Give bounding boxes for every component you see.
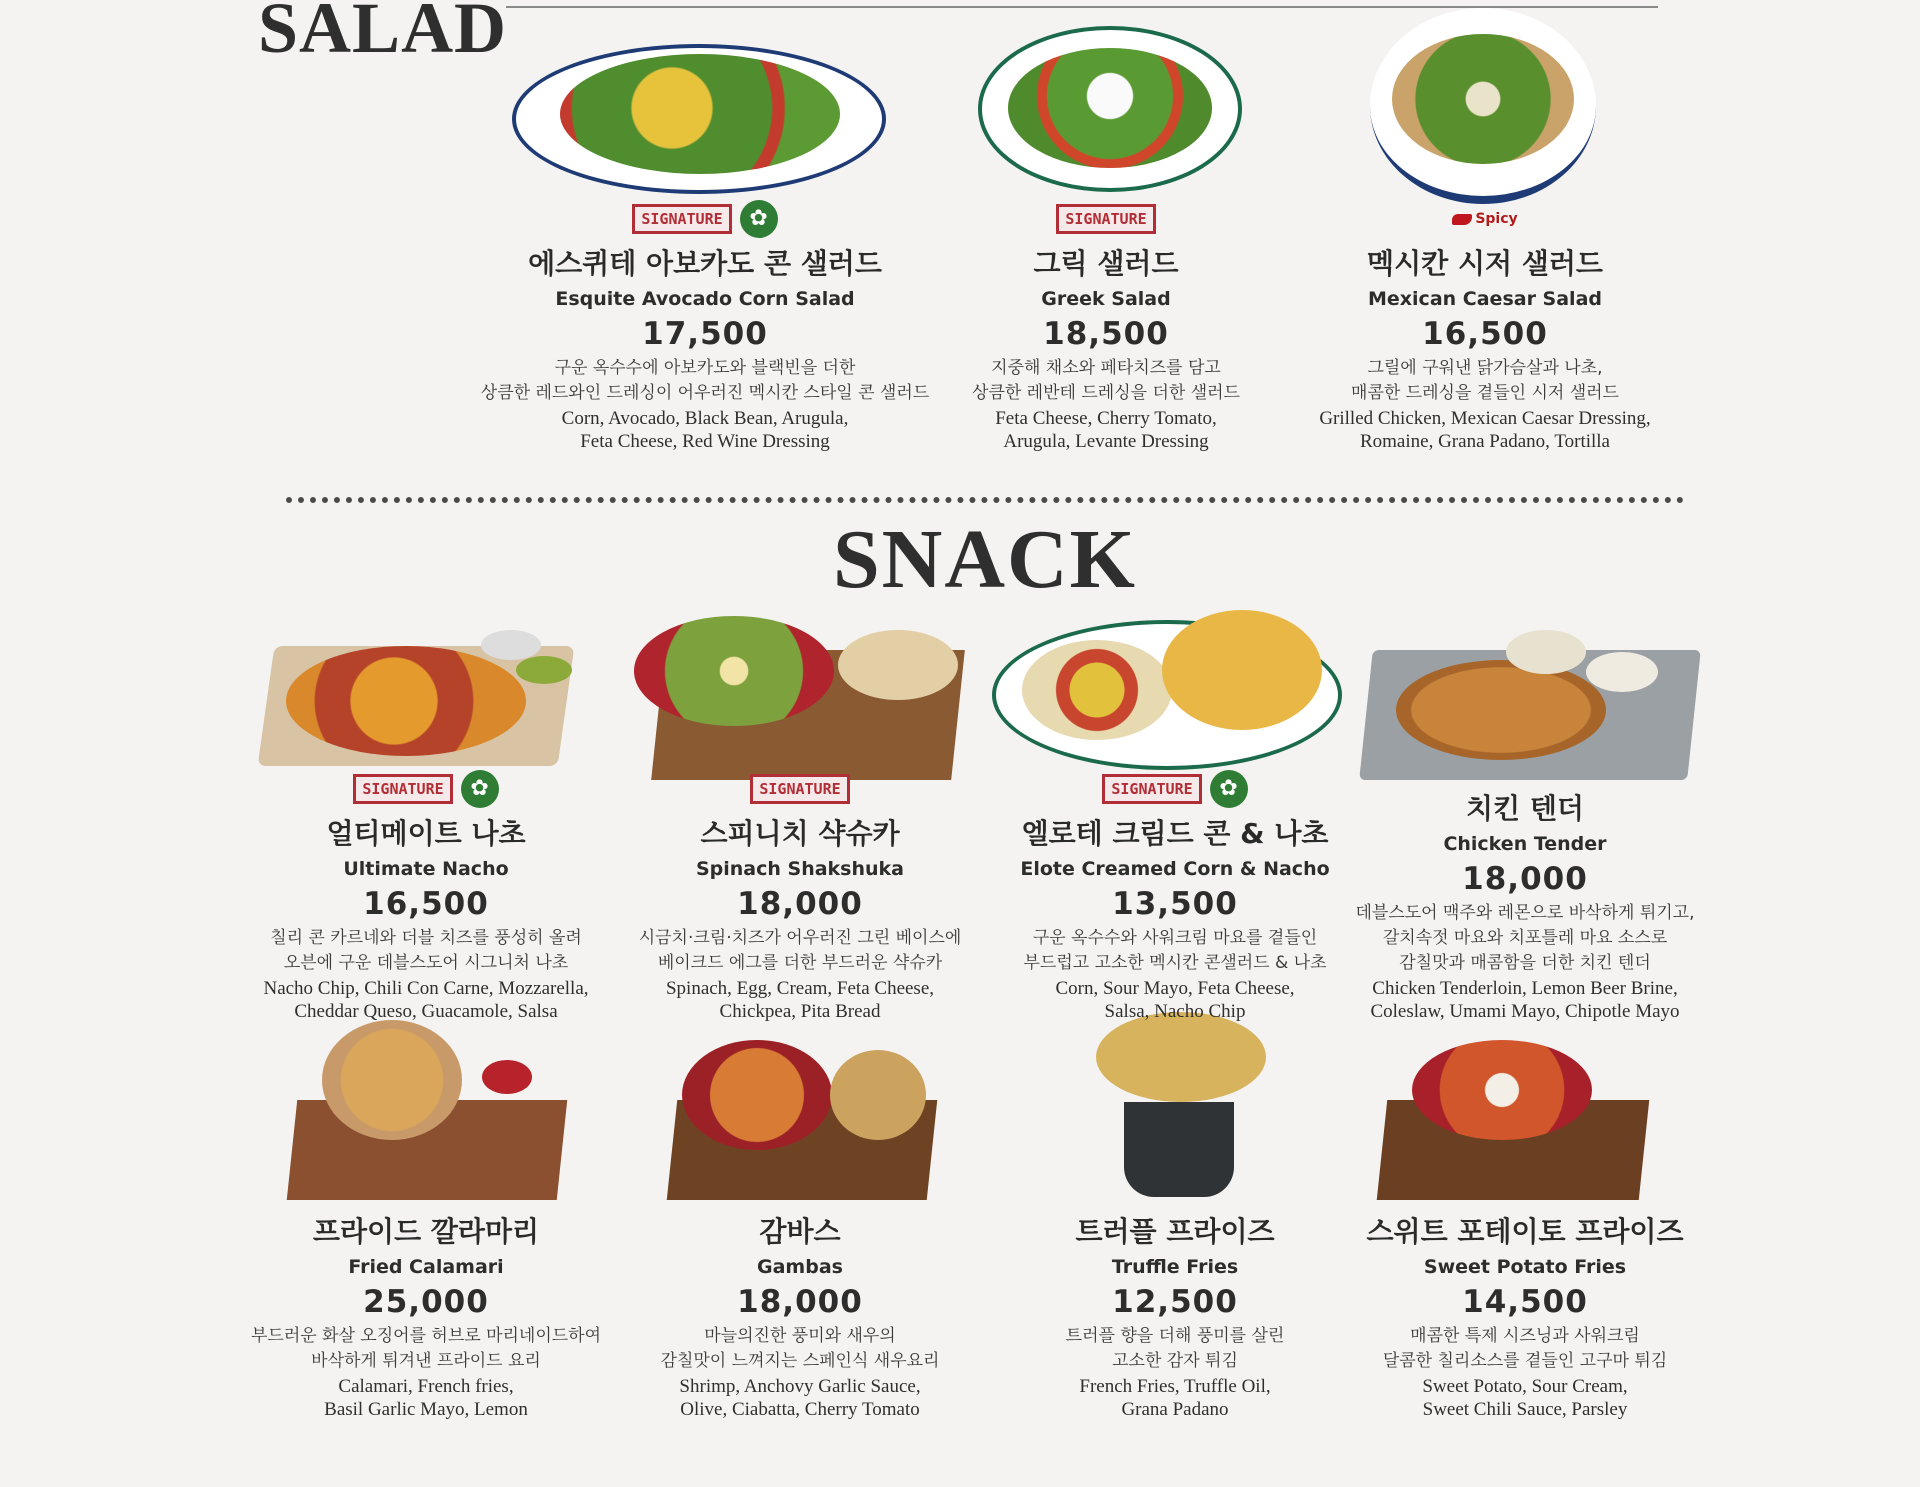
gambas-photo bbox=[662, 1030, 932, 1200]
item-description-line: 구운 옥수수와 사워크림 마요를 곁들인 bbox=[1032, 928, 1318, 948]
item-ingredients-line: Grilled Chicken, Mexican Caesar Dressing, bbox=[1319, 408, 1651, 429]
item-ingredients-line: Shrimp, Anchovy Garlic Sauce, bbox=[679, 1376, 921, 1397]
signature-badge: SIGNATURE bbox=[353, 774, 452, 804]
item-ingredients-line: Coleslaw, Umami Mayo, Chipotle Mayo bbox=[1370, 1001, 1680, 1022]
vegetarian-leaf-icon: ✿ bbox=[1210, 770, 1248, 808]
item-price: 18,000 bbox=[737, 886, 863, 922]
item-name-ko: 치킨 텐더 bbox=[1466, 792, 1584, 825]
greek-salad-photo bbox=[978, 26, 1242, 192]
item-badges bbox=[630, 768, 970, 810]
item-description-line: 부드럽고 고소한 멕시칸 콘샐러드 & 나초 bbox=[1023, 953, 1327, 973]
item-name-ko: 멕시칸 시저 샐러드 bbox=[1367, 247, 1603, 280]
ultimate-nacho-photo bbox=[236, 626, 606, 776]
item-ingredients-line: Feta Cheese, Cherry Tomato, bbox=[995, 408, 1217, 429]
item-ingredients-line: Basil Garlic Mayo, Lemon bbox=[324, 1399, 528, 1420]
item-name-en: Esquite Avocado Corn Salad bbox=[555, 288, 855, 310]
item-description-line: 상큼한 레드와인 드레싱이 어우러진 멕시칸 스타일 콘 샐러드 bbox=[480, 383, 930, 403]
item-ingredients-line: Cheddar Queso, Guacamole, Salsa bbox=[294, 1001, 558, 1022]
sweet-potato-fries-photo bbox=[1382, 1040, 1644, 1200]
item-ingredients-line: Chickpea, Pita Bread bbox=[719, 1001, 881, 1022]
item-price: 14,500 bbox=[1462, 1284, 1588, 1320]
menu-item-spinach-shakshuka bbox=[630, 768, 970, 1022]
item-ingredients-line: Calamari, French fries, bbox=[338, 1376, 514, 1397]
item-ingredients-line: Spinach, Egg, Cream, Feta Cheese, bbox=[665, 978, 935, 999]
spicy-label: Spicy bbox=[1475, 211, 1518, 227]
item-name-en: Truffle Fries bbox=[1111, 1256, 1239, 1278]
signature-badge: SIGNATURE bbox=[750, 774, 849, 804]
item-price: 16,500 bbox=[363, 886, 489, 922]
item-description-line: 시금치·크림·치즈가 어우러진 그린 베이스에 bbox=[638, 928, 962, 948]
item-name-ko: 감바스 bbox=[759, 1215, 841, 1248]
item-description-line: 구운 옥수수에 아보카도와 블랙빈을 더한 bbox=[554, 358, 856, 378]
menu-item-chicken-tender bbox=[1345, 785, 1705, 1022]
fried-calamari-photo bbox=[292, 1010, 562, 1200]
item-name-en: Gambas bbox=[757, 1256, 843, 1278]
dotted-divider bbox=[286, 497, 1684, 503]
item-price: 18,000 bbox=[737, 1284, 863, 1320]
item-name-ko: 그릭 샐러드 bbox=[1033, 247, 1179, 280]
item-name-ko: 트러플 프라이즈 bbox=[1075, 1215, 1275, 1248]
menu-item-esquite-avocado-corn-salad bbox=[480, 198, 930, 452]
menu-item-fried-calamari bbox=[246, 1208, 606, 1420]
menu-item-elote-creamed-corn-nacho bbox=[1005, 768, 1345, 1022]
item-name-en: Spinach Shakshuka bbox=[695, 858, 905, 880]
menu-item-mexican-caesar-salad bbox=[1290, 198, 1680, 452]
item-description-line: 데블스도어 맥주와 레몬으로 바삭하게 튀기고, bbox=[1355, 903, 1695, 923]
item-badges bbox=[480, 198, 930, 240]
item-price: 13,500 bbox=[1112, 886, 1238, 922]
item-description-line: 바삭하게 튀겨낸 프라이드 요리 bbox=[311, 1351, 541, 1371]
item-ingredients-line: Olive, Ciabatta, Cherry Tomato bbox=[680, 1399, 920, 1420]
vegetarian-leaf-icon: ✿ bbox=[461, 770, 499, 808]
signature-badge: SIGNATURE bbox=[632, 204, 731, 234]
item-name-ko: 에스퀴테 아보카도 콘 샐러드 bbox=[528, 247, 882, 280]
vegetarian-leaf-icon: ✿ bbox=[740, 200, 778, 238]
item-price: 12,500 bbox=[1112, 1284, 1238, 1320]
chicken-tender-photo bbox=[1366, 630, 1694, 780]
item-description-line: 달콤한 칠리소스를 곁들인 고구마 튀김 bbox=[1382, 1351, 1668, 1371]
item-price: 16,500 bbox=[1422, 316, 1548, 352]
item-description-line: 고소한 감자 튀김 bbox=[1112, 1351, 1238, 1371]
item-name-en: Elote Creamed Corn & Nacho bbox=[1020, 858, 1330, 880]
item-description-line: 상큼한 레반테 드레싱을 더한 샐러드 bbox=[972, 383, 1240, 403]
spicy-pepper-icon bbox=[1452, 211, 1517, 227]
item-description-line: 오븐에 구운 데블스도어 시그니처 나초 bbox=[283, 953, 569, 973]
shakshuka-photo bbox=[618, 600, 974, 790]
item-name-en: Mexican Caesar Salad bbox=[1368, 288, 1602, 310]
snack-section-title: SNACK bbox=[832, 513, 1138, 606]
truffle-fries-photo bbox=[1066, 1012, 1296, 1202]
item-description-line: 매콤한 특제 시즈닝과 사워크림 bbox=[1410, 1326, 1640, 1346]
item-description-line: 갈치속젓 마요와 치포틀레 마요 소스로 bbox=[1382, 928, 1668, 948]
item-price: 25,000 bbox=[363, 1284, 489, 1320]
item-name-ko: 프라이드 깔라마리 bbox=[312, 1215, 540, 1248]
item-name-en: Fried Calamari bbox=[348, 1256, 504, 1278]
item-description-line: 베이크드 에그를 더한 부드러운 샥슈카 bbox=[657, 953, 943, 973]
esquite-salad-photo bbox=[512, 44, 886, 194]
item-name-en: Sweet Potato Fries bbox=[1423, 1256, 1627, 1278]
menu-item-greek-salad bbox=[956, 198, 1256, 452]
item-description-line: 감칠맛과 매콤함을 더한 치킨 텐더 bbox=[1399, 953, 1651, 973]
signature-badge: SIGNATURE bbox=[1102, 774, 1201, 804]
item-description-line: 트러플 향을 더해 풍미를 살린 bbox=[1065, 1326, 1285, 1346]
item-description-line: 칠리 콘 카르네와 더블 치즈를 풍성히 올려 bbox=[270, 928, 582, 948]
item-ingredients-line: Sweet Potato, Sour Cream, bbox=[1422, 1376, 1628, 1397]
item-ingredients-line: Nacho Chip, Chili Con Carne, Mozzarella, bbox=[263, 978, 589, 999]
item-price: 18,000 bbox=[1462, 861, 1588, 897]
elote-nacho-photo bbox=[992, 610, 1342, 770]
item-name-en: Greek Salad bbox=[1041, 288, 1171, 310]
item-description-line: 지중해 채소와 페타치즈를 담고 bbox=[991, 358, 1221, 378]
item-description-line: 그릴에 구워낸 닭가슴살과 나초, bbox=[1367, 358, 1603, 378]
item-name-ko: 얼티메이트 나초 bbox=[326, 817, 526, 850]
item-description-line: 매콤한 드레싱을 곁들인 시저 샐러드 bbox=[1351, 383, 1619, 403]
item-ingredients-line: Arugula, Levante Dressing bbox=[1003, 431, 1209, 452]
item-name-en: Chicken Tender bbox=[1443, 833, 1607, 855]
item-ingredients-line: Salsa, Nacho Chip bbox=[1104, 1001, 1246, 1022]
item-name-ko: 스피니치 샥슈카 bbox=[700, 817, 900, 850]
item-ingredients-line: Corn, Avocado, Black Bean, Arugula, bbox=[561, 408, 849, 429]
item-name-ko: 엘로테 크림드 콘 & 나초 bbox=[1021, 817, 1329, 850]
item-description-line: 부드러운 화살 오징어를 허브로 마리네이드하여 bbox=[250, 1326, 602, 1346]
menu-item-ultimate-nacho bbox=[236, 768, 616, 1022]
item-description-line: 마늘의진한 풍미와 새우의 bbox=[704, 1326, 896, 1346]
item-badges bbox=[236, 768, 616, 810]
item-ingredients-line: French Fries, Truffle Oil, bbox=[1079, 1376, 1271, 1397]
item-ingredients-line: Sweet Chili Sauce, Parsley bbox=[1422, 1399, 1628, 1420]
mexican-caesar-photo bbox=[1370, 8, 1596, 204]
item-description-line: 감칠맛이 느껴지는 스페인식 새우요리 bbox=[660, 1351, 940, 1371]
item-ingredients-line: Grana Padano bbox=[1121, 1399, 1229, 1420]
item-badges bbox=[1290, 198, 1680, 240]
item-price: 17,500 bbox=[642, 316, 768, 352]
menu-item-gambas bbox=[630, 1208, 970, 1420]
item-name-ko: 스위트 포테이토 프라이즈 bbox=[1366, 1215, 1684, 1248]
item-ingredients-line: Corn, Sour Mayo, Feta Cheese, bbox=[1055, 978, 1295, 999]
signature-badge: SIGNATURE bbox=[1056, 204, 1155, 234]
item-badges bbox=[1005, 768, 1345, 810]
item-ingredients-line: Feta Cheese, Red Wine Dressing bbox=[580, 431, 830, 452]
menu-item-truffle-fries bbox=[1015, 1208, 1335, 1420]
item-price: 18,500 bbox=[1043, 316, 1169, 352]
item-badges bbox=[956, 198, 1256, 240]
item-ingredients-line: Romaine, Grana Padano, Tortilla bbox=[1359, 431, 1610, 452]
item-ingredients-line: Chicken Tenderloin, Lemon Beer Brine, bbox=[1372, 978, 1678, 999]
salad-section-title: SALAD bbox=[258, 0, 508, 68]
menu-item-sweet-potato-fries bbox=[1360, 1208, 1690, 1420]
item-name-en: Ultimate Nacho bbox=[343, 858, 509, 880]
